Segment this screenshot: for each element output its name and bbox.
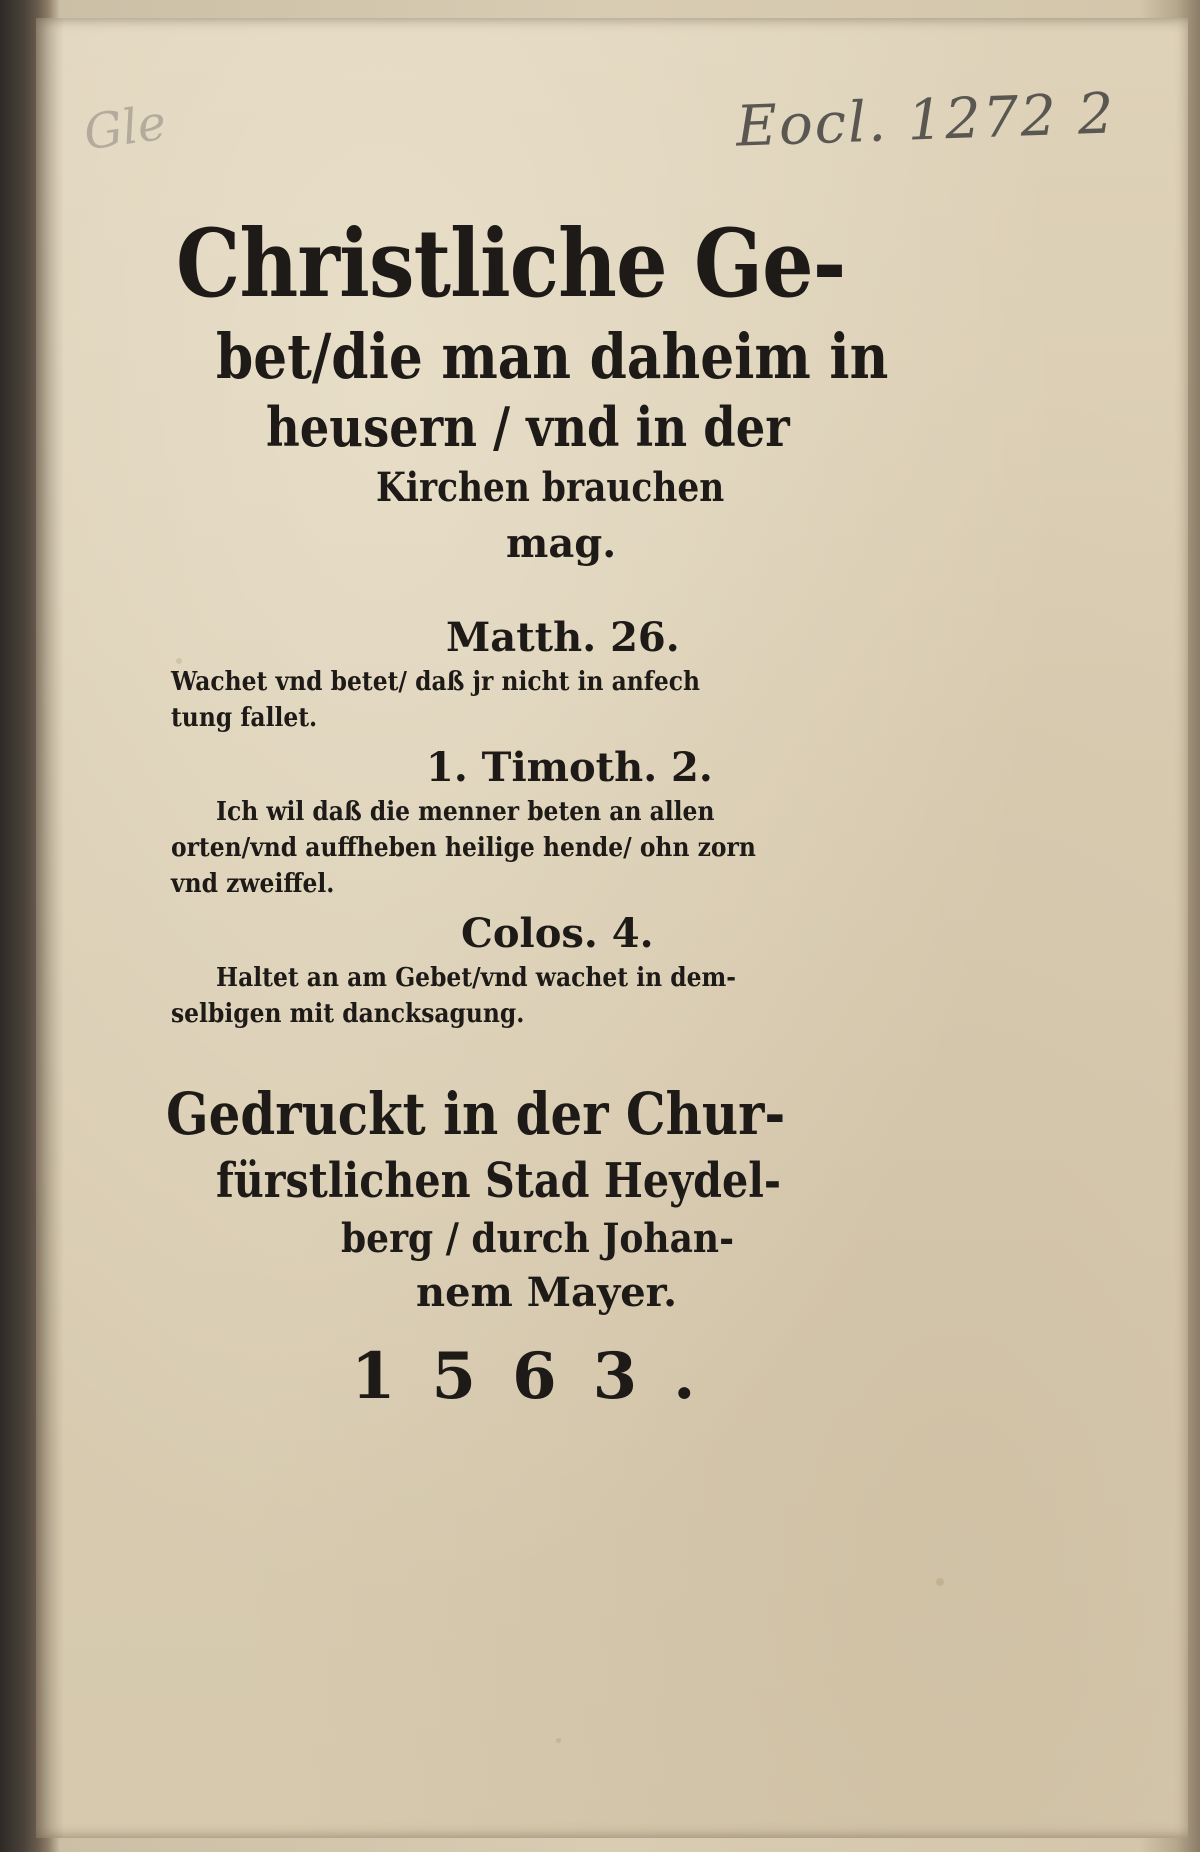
verse-line: selbigen mit dancksagung. (171, 999, 525, 1029)
scripture-verse-colossians (171, 960, 891, 1032)
shelfmark-annotation: Eocl. 1272 2 (734, 81, 1117, 160)
verse-line: Wachet vnd betet/ daß jr nicht in anfech (171, 667, 701, 697)
imprint-line-4: nem Mayer. (416, 1269, 677, 1316)
scripture-verse-matthew (171, 664, 891, 736)
imprint-line-1: Gedruckt in der Chur- (166, 1080, 786, 1148)
page-fold-shadow (36, 18, 64, 1838)
verse-line: orten/vnd auffheben heilige hende/ ohn zorn (171, 833, 756, 863)
verse-line: Ich wil daß die menner beten an allen (216, 797, 715, 827)
title-line-1: Christliche Ge- (176, 209, 846, 319)
verse-line: vnd zweiffel. (171, 869, 335, 899)
title-page-text (126, 208, 1026, 1422)
title-line-5: mag. (506, 520, 617, 567)
scripture-reference-timothy: 1. Timoth. 2. (426, 744, 713, 791)
pencil-annotation: Gle (80, 94, 170, 162)
title-page (36, 18, 1188, 1838)
scripture-reference-colossians: Colos. 4. (461, 910, 654, 957)
publication-year: 1563. (351, 1339, 732, 1414)
title-line-4: Kirchen brauchen (376, 464, 725, 511)
scripture-reference-matthew: Matth. 26. (446, 614, 680, 661)
verse-line: tung fallet. (171, 703, 318, 733)
foxing-spot (936, 1578, 944, 1586)
title-line-2: bet/die man daheim in (216, 320, 889, 393)
foxing-spot (556, 1738, 561, 1743)
imprint-line-2: fürstlichen Stad Heydel- (216, 1153, 782, 1209)
verse-line: Haltet an am Gebet/vnd wachet in dem- (216, 963, 736, 993)
title-line-3: heusern / vnd in der (266, 395, 790, 459)
imprint-line-3: berg / durch Johan- (341, 1215, 735, 1262)
scripture-verse-timothy (171, 794, 891, 902)
